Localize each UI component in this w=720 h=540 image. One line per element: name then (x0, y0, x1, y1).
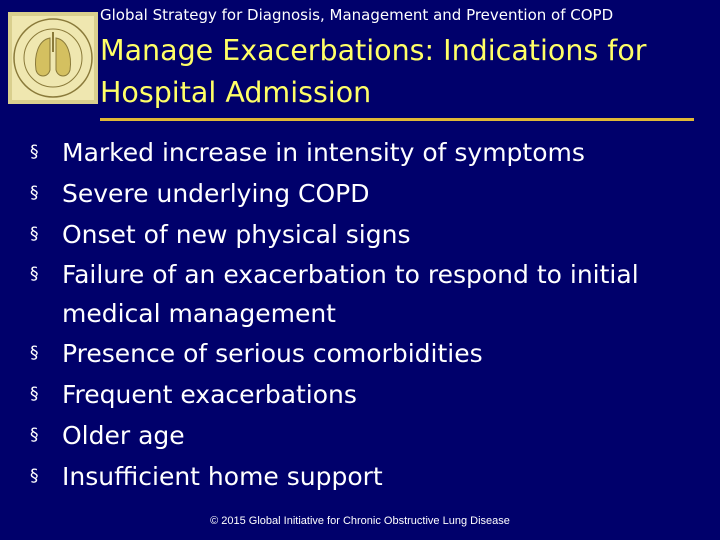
slide-title (100, 30, 690, 114)
bullet-marker-icon: § (30, 264, 39, 284)
list-item-text: Marked increase in intensity of symptoms (62, 138, 585, 167)
gold-initiative-seal-icon (8, 12, 98, 104)
list-item-text: Onset of new physical signs (62, 220, 411, 249)
list-item (0, 333, 720, 374)
slide-title-line-1: Manage Exacerbations: Indications for (100, 34, 647, 67)
list-item (0, 132, 720, 173)
list-item-text: Presence of serious comorbidities (62, 339, 483, 368)
list-item (0, 173, 720, 214)
list-item (0, 214, 720, 255)
list-item (0, 374, 720, 415)
bullet-marker-icon: § (30, 183, 39, 203)
bullet-marker-icon: § (30, 466, 39, 486)
bullet-marker-icon: § (30, 384, 39, 404)
list-item (0, 415, 720, 456)
presentation-subtitle: Global Strategy for Diagnosis, Management and Prevention of COPD (100, 6, 614, 24)
bullet-marker-icon: § (30, 224, 39, 244)
copyright-footer: © 2015 Global Initiative for Chronic Obstructive Lung Disease (210, 515, 510, 527)
list-item-text: Frequent exacerbations (62, 380, 357, 409)
list-item-text: Failure of an exacerbation to respond to initial medical management (62, 260, 639, 328)
list-item (0, 456, 720, 497)
bullet-marker-icon: § (30, 343, 39, 363)
title-divider (100, 118, 694, 121)
list-item-text: Severe underlying COPD (62, 179, 370, 208)
indications-list (0, 132, 720, 497)
bullet-marker-icon: § (30, 425, 39, 445)
list-item-text: Insufficient home support (62, 462, 383, 491)
bullet-marker-icon: § (30, 142, 39, 162)
slide-title-line-2: Hospital Admission (100, 76, 372, 109)
list-item (0, 255, 720, 333)
list-item-text: Older age (62, 421, 185, 450)
